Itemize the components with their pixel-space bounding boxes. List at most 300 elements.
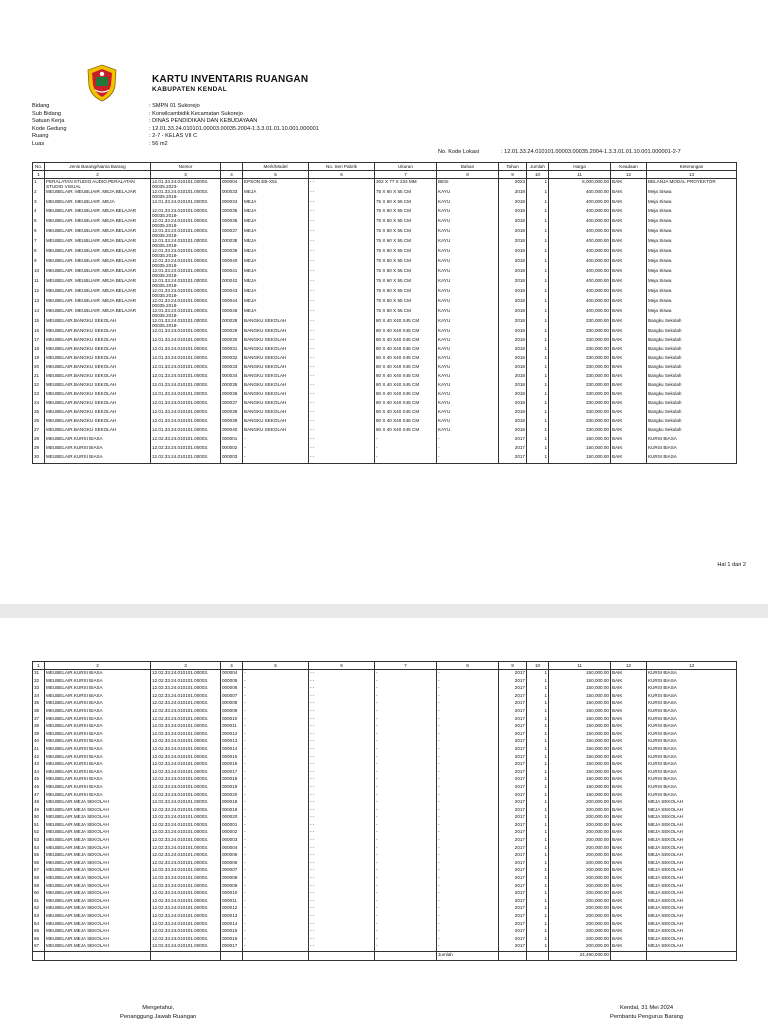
cell-ukuran: 80 X 40 X40 X45 CM [375, 382, 437, 391]
cell-jumlah: 1 [527, 784, 549, 792]
cell-tahun: 2017 [499, 890, 527, 898]
cell-jumlah: 1 [527, 355, 549, 364]
cell-jumlah: 1 [527, 670, 549, 678]
cell-reg: 000030 [221, 337, 243, 346]
cell-jumlah: 1 [527, 890, 549, 898]
cell-keadaan: BAIK [611, 837, 647, 845]
cell-ket: KURSI BIASA [647, 761, 737, 769]
cell-tahun: 2017 [499, 860, 527, 868]
cell-nama: MEUBELAIR.MEJA SEKOLAH [45, 928, 151, 936]
table-row [33, 685, 737, 693]
cell-no: 46 [33, 784, 45, 792]
cell-merk: MEJA [243, 258, 309, 268]
cell-jumlah: 1 [527, 738, 549, 746]
cell-harga: 200,000.00 [549, 814, 611, 822]
cell-nama: MEUBELAIR.KURSI BIASA [45, 792, 151, 800]
cell-no: 24 [33, 400, 45, 409]
cell-keadaan: BAIK [611, 382, 647, 391]
cell-reg: 000009 [221, 883, 243, 891]
cell-no: 4 [33, 208, 45, 218]
cell-tahun: 2017 [499, 454, 527, 464]
cell-kode: 12.01.33.24.010101.00003. [151, 355, 221, 364]
cell-harga: 150,000.00 [549, 754, 611, 762]
signature-right-line1: Kendal, 31 Mei 2024 [619, 1005, 674, 1011]
cell-keadaan: BAIK [611, 391, 647, 400]
cell-merk: - [243, 792, 309, 800]
table-row [33, 382, 737, 391]
cell-ukuran: 80 X 40 X40 X45 CM [375, 346, 437, 355]
cell-tahun: 2017 [499, 814, 527, 822]
cell-seri: - - [309, 921, 375, 929]
cell-harga: 330,000.00 [549, 373, 611, 382]
cell-ket: MEJA SEKOLAH [647, 860, 737, 868]
cell-harga: 150,000.00 [549, 670, 611, 678]
cell-merk: - [243, 898, 309, 906]
cell-harga: 150,000.00 [549, 723, 611, 731]
total-empty-cell [527, 951, 549, 960]
cell-ukuran: - [375, 769, 437, 777]
cell-keadaan: BAIK [611, 228, 647, 238]
cell-keadaan: BAIK [611, 238, 647, 248]
cell-kode: 12.02.33.24.010101.00003. [151, 454, 221, 464]
cell-keadaan: BAIK [611, 418, 647, 427]
cell-ket: KURSI BIASA [647, 685, 737, 693]
cell-bahan: KAYU [437, 328, 499, 337]
cell-tahun: 2017 [499, 822, 527, 830]
cell-merk: - [243, 890, 309, 898]
cell-ket: Meja Siswa [647, 228, 737, 238]
column-number: 4 [221, 171, 243, 179]
cell-ukuran: - [375, 860, 437, 868]
cell-merk: MEJA [243, 248, 309, 258]
cell-bahan: KAYU [437, 418, 499, 427]
cell-seri: - - [309, 258, 375, 268]
table-row [33, 700, 737, 708]
cell-nama: MEUBELAIR.BANGKU SEKOLAH [45, 409, 151, 418]
cell-no: 22 [33, 382, 45, 391]
cell-merk: - [243, 905, 309, 913]
cell-seri: - - [309, 436, 375, 445]
cell-kode: 12.01.33.24.010101.00003. 00035.2018- [151, 208, 221, 218]
table-row [33, 179, 737, 190]
cell-kode: 12.01.33.24.010101.00003. 00035.2018- [151, 189, 221, 199]
cell-nama: MEUBELAIR.KURSI BIASA [45, 738, 151, 746]
cell-seri: - - [309, 454, 375, 464]
cell-harga: 150,000.00 [549, 792, 611, 800]
cell-jumlah: 1 [527, 943, 549, 951]
meta-value: : Korwilcambidik Kecamatan Sukorejo [149, 110, 243, 117]
cell-harga: 200,000.00 [549, 837, 611, 845]
cell-nama: MEUBELAIR. MEUBLIAIR .MEJA BELAJAR [45, 308, 151, 318]
cell-merk: BANGKU SEKOLAH [243, 364, 309, 373]
cell-kode: 12.01.33.24.010101.00003. 00035.2018- [151, 238, 221, 248]
cell-ket: MEJA SEKOLAH [647, 898, 737, 906]
cell-tahun: 2018 [499, 258, 527, 268]
cell-ket: KURSI BIASA [647, 792, 737, 800]
cell-nama: MEUBELAIR.KURSI BIASA [45, 716, 151, 724]
cell-reg: 000034 [221, 373, 243, 382]
meta-value: : DINAS PENDIDIKAN DAN KEBUDAYAAN [149, 118, 258, 125]
kode-lokasi-label: No. Kode Lokasi [438, 149, 480, 155]
cell-keadaan: BAIK [611, 208, 647, 218]
column-number: 5 [243, 662, 309, 670]
cell-merk: - [243, 799, 309, 807]
cell-harga: 150,000.00 [549, 716, 611, 724]
cell-ket: Bangku Sekolah [647, 391, 737, 400]
cell-tahun: 2017 [499, 693, 527, 701]
cell-ukuran: - [375, 792, 437, 800]
cell-seri: - - [309, 355, 375, 364]
cell-reg: 000008 [221, 700, 243, 708]
table-row [33, 799, 737, 807]
cell-seri: - - [309, 746, 375, 754]
table-row [33, 883, 737, 891]
cell-ket: Bangku Sekolah [647, 355, 737, 364]
cell-ket: Meja Siswa [647, 248, 737, 258]
cell-tahun: 2017 [499, 746, 527, 754]
cell-ukuran: 80 X 40 X40 X45 CM [375, 418, 437, 427]
cell-keadaan: BAIK [611, 189, 647, 199]
cell-kode: 12.02.33.24.010101.00003. [151, 936, 221, 944]
cell-ket: Bangku Sekolah [647, 382, 737, 391]
cell-bahan: - [437, 731, 499, 739]
cell-keadaan: BAIK [611, 716, 647, 724]
cell-ket: KURSI BIASA [647, 708, 737, 716]
cell-bahan: - [437, 943, 499, 951]
cell-nama: MEUBELAIR.BANGKU SEKOLAH [45, 400, 151, 409]
table-row [33, 814, 737, 822]
cell-seri: - - [309, 670, 375, 678]
cell-tahun: 2017 [499, 700, 527, 708]
table-row [33, 328, 737, 337]
cell-keadaan: BAIK [611, 199, 647, 208]
cell-kode: 12.02.33.24.010101.00003. [151, 845, 221, 853]
cell-reg: 000038 [221, 238, 243, 248]
cell-seri: - - [309, 288, 375, 298]
cell-merk: MEJA [243, 199, 309, 208]
column-header: Bahan [437, 163, 499, 171]
cell-no: 38 [33, 723, 45, 731]
cell-harga: 150,000.00 [549, 700, 611, 708]
cell-kode: 12.02.33.24.010101.00003. [151, 678, 221, 686]
cell-reg: 000003 [221, 454, 243, 464]
cell-keadaan: BAIK [611, 860, 647, 868]
cell-ket: MEJA SEKOLAH [647, 943, 737, 951]
cell-nama: MEUBELAIR. MEUBLIAIR .MEJA BELAJAR [45, 258, 151, 268]
cell-bahan: - [437, 784, 499, 792]
cell-nama: MEUBELAIR.MEJA SEKOLAH [45, 943, 151, 951]
cell-merk: - [243, 731, 309, 739]
cell-no: 64 [33, 921, 45, 929]
cell-kode: 12.02.33.24.010101.00003. [151, 708, 221, 716]
cell-nama: MEUBELAIR. MEUBLIAIR .MEJA BELAJAR [45, 248, 151, 258]
cell-no: 21 [33, 373, 45, 382]
cell-ukuran: - [375, 776, 437, 784]
cell-merk: - [243, 837, 309, 845]
cell-reg: 000028 [221, 318, 243, 328]
cell-ket: MEJA SEKOLAH [647, 883, 737, 891]
cell-bahan: - [437, 822, 499, 830]
cell-bahan: - [437, 454, 499, 464]
cell-ket: KURSI BIASA [647, 738, 737, 746]
cell-tahun: 2017 [499, 769, 527, 777]
cell-seri: - - [309, 716, 375, 724]
cell-jumlah: 1 [527, 409, 549, 418]
cell-ukuran: - [375, 678, 437, 686]
cell-nama: MEUBELAIR. MEUBLIAIR .MEJA BELAJAR [45, 218, 151, 228]
cell-nama: MEUBELAIR.KURSI BIASA [45, 776, 151, 784]
cell-keadaan: BAIK [611, 355, 647, 364]
cell-bahan: - [437, 670, 499, 678]
cell-no: 48 [33, 799, 45, 807]
cell-no: 54 [33, 845, 45, 853]
column-number: 13 [647, 662, 737, 670]
cell-no: 15 [33, 318, 45, 328]
cell-ket: Bangku Sekolah [647, 373, 737, 382]
cell-seri: - - [309, 391, 375, 400]
cell-no: 8 [33, 248, 45, 258]
cell-nama: MEUBELAIR.KURSI BIASA [45, 436, 151, 445]
cell-reg: 000014 [221, 921, 243, 929]
cell-kode: 12.02.33.24.010101.00003. [151, 723, 221, 731]
cell-harga: 150,000.00 [549, 685, 611, 693]
cell-jumlah: 1 [527, 928, 549, 936]
cell-jumlah: 1 [527, 364, 549, 373]
cell-ukuran: - [375, 746, 437, 754]
cell-merk: - [243, 738, 309, 746]
cell-tahun: 2017 [499, 807, 527, 815]
cell-nama: MEUBELAIR.BANGKU SEKOLAH [45, 318, 151, 328]
cell-jumlah: 1 [527, 427, 549, 436]
cell-bahan: - [437, 890, 499, 898]
cell-ukuran: - [375, 883, 437, 891]
cell-keadaan: BAIK [611, 776, 647, 784]
cell-nama: MEUBELAIR. MEUBLIAIR .MEJA BELAJAR [45, 278, 151, 288]
cell-nama: MEUBELAIR.MEJA SEKOLAH [45, 936, 151, 944]
cell-reg: 000045 [221, 308, 243, 318]
column-number: 6 [309, 171, 375, 179]
cell-tahun: 2017 [499, 799, 527, 807]
cell-ukuran: - [375, 670, 437, 678]
cell-no: 53 [33, 837, 45, 845]
cell-keadaan: BAIK [611, 943, 647, 951]
cell-seri: - - [309, 807, 375, 815]
cell-seri: - - [309, 822, 375, 830]
cell-ukuran: 80 X 40 X40 X45 CM [375, 328, 437, 337]
table-row [33, 454, 737, 464]
cell-seri: - - [309, 936, 375, 944]
cell-merk: - [243, 936, 309, 944]
total-value: 24,490,000.00 [549, 951, 611, 960]
cell-bahan: KAYU [437, 298, 499, 308]
cell-harga: 400,000.00 [549, 268, 611, 278]
cell-kode: 12.01.33.24.010101.00003. 00035.2018- [151, 218, 221, 228]
total-empty-cell [611, 951, 647, 960]
cell-bahan: - [437, 921, 499, 929]
cell-jumlah: 1 [527, 268, 549, 278]
cell-jumlah: 1 [527, 445, 549, 454]
cell-harga: 400,000.00 [549, 308, 611, 318]
cell-harga: 200,000.00 [549, 898, 611, 906]
cell-ket: MEJA SEKOLAH [647, 867, 737, 875]
cell-no: 27 [33, 427, 45, 436]
cell-harga: 150,000.00 [549, 769, 611, 777]
column-number: 7 [375, 662, 437, 670]
cell-tahun: 2018 [499, 268, 527, 278]
column-number: 13 [647, 171, 737, 179]
cell-kode: 12.01.33.24.010101.00003. [151, 400, 221, 409]
table-row [33, 288, 737, 298]
cell-seri: - - [309, 700, 375, 708]
cell-harga: 400,000.00 [549, 238, 611, 248]
cell-reg: 000044 [221, 298, 243, 308]
cell-ukuran: 75 X 60 X 55 CM [375, 238, 437, 248]
cell-seri: - - [309, 298, 375, 308]
cell-harga: 400,000.00 [549, 218, 611, 228]
cell-harga: 150,000.00 [549, 784, 611, 792]
cell-ket: Meja Siswa [647, 298, 737, 308]
cell-jumlah: 1 [527, 921, 549, 929]
cell-ukuran: 80 X 40 X40 X45 CM [375, 409, 437, 418]
cell-no: 26 [33, 418, 45, 427]
table-row [33, 373, 737, 382]
cell-merk: - [243, 943, 309, 951]
cell-ket: Meja Siswa [647, 238, 737, 248]
cell-ket: Meja Siswa [647, 199, 737, 208]
cell-harga: 400,000.00 [549, 208, 611, 218]
column-header: Jumlah [527, 163, 549, 171]
cell-jumlah: 1 [527, 454, 549, 464]
cell-bahan: - [437, 792, 499, 800]
cell-kode: 12.01.33.24.010101.00003. 00035.2018- [151, 268, 221, 278]
cell-no: 58 [33, 875, 45, 883]
table-row [33, 754, 737, 762]
cell-kode: 12.01.33.24.010101.00003. [151, 391, 221, 400]
cell-no: 28 [33, 436, 45, 445]
column-header: Jenis Barang/Nama Barang [45, 163, 151, 171]
cell-jumlah: 1 [527, 708, 549, 716]
column-number: 11 [549, 662, 611, 670]
cell-reg: 000032 [221, 355, 243, 364]
cell-nama: MEUBELAIR. MEUBLIAIR .MEJA [45, 199, 151, 208]
cell-nama: MEUBELAIR. MEUBLIAIR .MEJA BELAJAR [45, 208, 151, 218]
cell-kode: 12.02.33.24.010101.00003. [151, 693, 221, 701]
cell-seri: - - [309, 248, 375, 258]
cell-keadaan: BAIK [611, 700, 647, 708]
cell-jumlah: 1 [527, 700, 549, 708]
cell-kode: 12.02.33.24.010101.00003. [151, 860, 221, 868]
cell-kode: 12.02.33.24.010101.00003. [151, 867, 221, 875]
cell-nama: MEUBELAIR.KURSI BIASA [45, 670, 151, 678]
cell-no: 9 [33, 258, 45, 268]
cell-merk: EPSON EB-X51 [243, 179, 309, 190]
meta-row [32, 118, 319, 126]
cell-no: 35 [33, 700, 45, 708]
cell-ket: KURSI BIASA [647, 670, 737, 678]
total-empty-cell [45, 951, 151, 960]
cell-ket: MEJA SEKOLAH [647, 875, 737, 883]
cell-merk: - [243, 784, 309, 792]
meta-row [32, 141, 319, 149]
cell-ket: Meja Siswa [647, 288, 737, 298]
cell-kode: 12.02.33.24.010101.00003. [151, 913, 221, 921]
cell-harga: 200,000.00 [549, 799, 611, 807]
cell-kode: 12.02.33.24.010101.00003. [151, 822, 221, 830]
cell-harga: 330,000.00 [549, 337, 611, 346]
cell-reg: 000036 [221, 218, 243, 228]
signature-right-line2: Pembantu Pengurus Barang [610, 1014, 684, 1020]
cell-merk: - [243, 754, 309, 762]
cell-jumlah: 1 [527, 814, 549, 822]
cell-seri: - - [309, 678, 375, 686]
cell-merk: - [243, 883, 309, 891]
cell-merk: - [243, 746, 309, 754]
cell-tahun: 2018 [499, 337, 527, 346]
cell-tahun: 2018 [499, 208, 527, 218]
cell-merk: MEJA [243, 308, 309, 318]
cell-no: 45 [33, 776, 45, 784]
cell-harga: 330,000.00 [549, 346, 611, 355]
cell-nama: MEUBELAIR.MEJA SEKOLAH [45, 799, 151, 807]
cell-reg: 000002 [221, 445, 243, 454]
cell-bahan: - [437, 845, 499, 853]
cell-ukuran: - [375, 454, 437, 464]
cell-jumlah: 1 [527, 875, 549, 883]
cell-harga: 200,000.00 [549, 822, 611, 830]
cell-merk: - [243, 867, 309, 875]
table-row [33, 822, 737, 830]
table-row [33, 738, 737, 746]
cell-reg: 000018 [221, 799, 243, 807]
meta-value: : 12.01.33.24.010101.00003.00035.2004-1.3.3.01.01.10.001.000001 [149, 125, 319, 132]
cell-no: 13 [33, 298, 45, 308]
cell-kode: 12.02.33.24.010101.00003. [151, 943, 221, 951]
cell-ket: Meja Siswa [647, 189, 737, 199]
cell-merk: - [243, 776, 309, 784]
table-row [33, 678, 737, 686]
cell-merk: - [243, 678, 309, 686]
cell-merk: - [243, 769, 309, 777]
cell-harga: 400,000.00 [549, 258, 611, 268]
cell-ukuran: 75 X 60 X 55 CM [375, 208, 437, 218]
cell-ukuran: - [375, 898, 437, 906]
cell-ket: MEJA SEKOLAH [647, 890, 737, 898]
column-number: 12 [611, 662, 647, 670]
cell-bahan: KAYU [437, 228, 499, 238]
cell-harga: 330,000.00 [549, 400, 611, 409]
cell-merk: BANGKU SEKOLAH [243, 409, 309, 418]
cell-kode: 12.01.33.24.010101.00003. [151, 328, 221, 337]
column-number: 8 [437, 171, 499, 179]
cell-ket: MEJA SEKOLAH [647, 921, 737, 929]
cell-ket: KURSI BIASA [647, 445, 737, 454]
table-row [33, 867, 737, 875]
cell-no: 61 [33, 898, 45, 906]
cell-ukuran: 75 X 60 X 55 CM [375, 258, 437, 268]
column-number: 1 [33, 662, 45, 670]
cell-nama: PERALATAN STUDIO AUDIO.PERALATAN STUDIO VISUAL [45, 179, 151, 190]
cell-ukuran: 75 X 60 X 55 CM [375, 248, 437, 258]
cell-keadaan: BAIK [611, 769, 647, 777]
total-empty-cell [309, 951, 375, 960]
cell-ket: MEJA SEKOLAH [647, 913, 737, 921]
cell-jumlah: 1 [527, 746, 549, 754]
cell-no: 1 [33, 179, 45, 190]
cell-ket: KURSI BIASA [647, 754, 737, 762]
column-number: 7 [375, 171, 437, 179]
meta-value: : 56 m2 [149, 140, 168, 147]
cell-seri: - - [309, 693, 375, 701]
